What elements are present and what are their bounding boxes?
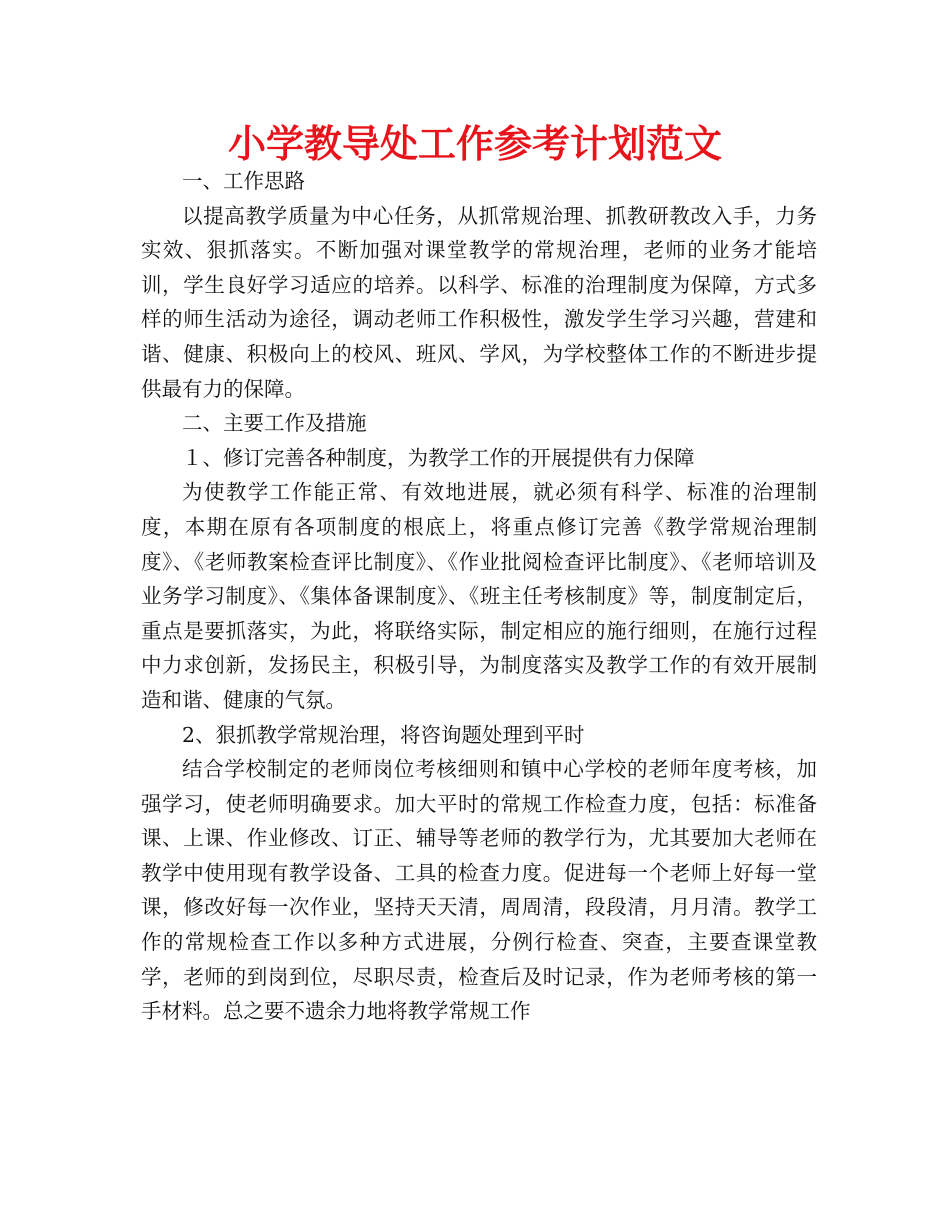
section-heading-main-work: 二、主要工作及措施 xyxy=(182,411,367,436)
subheading-revise-systems: １、修订完善各种制度，为教学工作的开展提供有力保障 xyxy=(182,445,695,470)
paragraph-revise-systems: 为使教学工作能正常、有效地进展，就必须有科学、标准的治理制度，本期在原有各项制度的根底上，将重点修订完善《教学常规治理制度》、《老师教案检查评比制度》、《作业批阅检查评比制度》、《老师培训及业务学习制度》、《集体备课制度》、《班主任考核制度》等，制度制定后，重点是要抓落实，为此，将联络实际，制定相应的施行细则，在施行过程中力求创新，发扬民主，积极引导，为制度落实及教学工作的有效开展制造和谐、健康的气氛。 xyxy=(141,480,817,712)
section-heading-work-approach: 一、工作思路 xyxy=(182,169,305,193)
document-title: 小学教导处工作参考计划范文 xyxy=(227,122,722,166)
paragraph-routine-management: 结合学校制定的老师岗位考核细则和镇中心学校的老师年度考核，加强学习，使老师明确要求。加大平时的常规工作检查力度，包括：标准备课、上课、作业修改、订正、辅导等老师的教学行为，尤其要加大老师在教学中使用现有教学设备、工具的检查力度。促进每一个老师上好每一堂课，修改好每一次作业，坚持天天清，周周清，段段清，月月清。教学工作的常规检查工作以多种方式进展，分例行检查、突查，主要查课堂教学，老师的到岗到位，尽职尽责，检查后及时记录，作为老师考核的第一手材料。总之要不遗余力地将教学常规工作 xyxy=(141,757,817,1024)
paragraph-work-approach: 以提高教学质量为中心任务，从抓常规治理、抓教研教改入手，力务实效、狠抓落实。不断加强对课堂教学的常规治理，老师的业务才能培训，学生良好学习适应的培养。以科学、标准的治理制度为保障，方式多样的师生活动为途径，调动老师工作积极性，激发学生学习兴趣，营建和谐、健康、积极向上的校风、班风、学风，为学校整体工作的不断进步提供最有力的保障。 xyxy=(141,203,817,401)
subheading-routine-management: 2、狠抓教学常规治理，将咨询题处理到平时 xyxy=(182,722,585,747)
document-body xyxy=(141,164,817,1029)
